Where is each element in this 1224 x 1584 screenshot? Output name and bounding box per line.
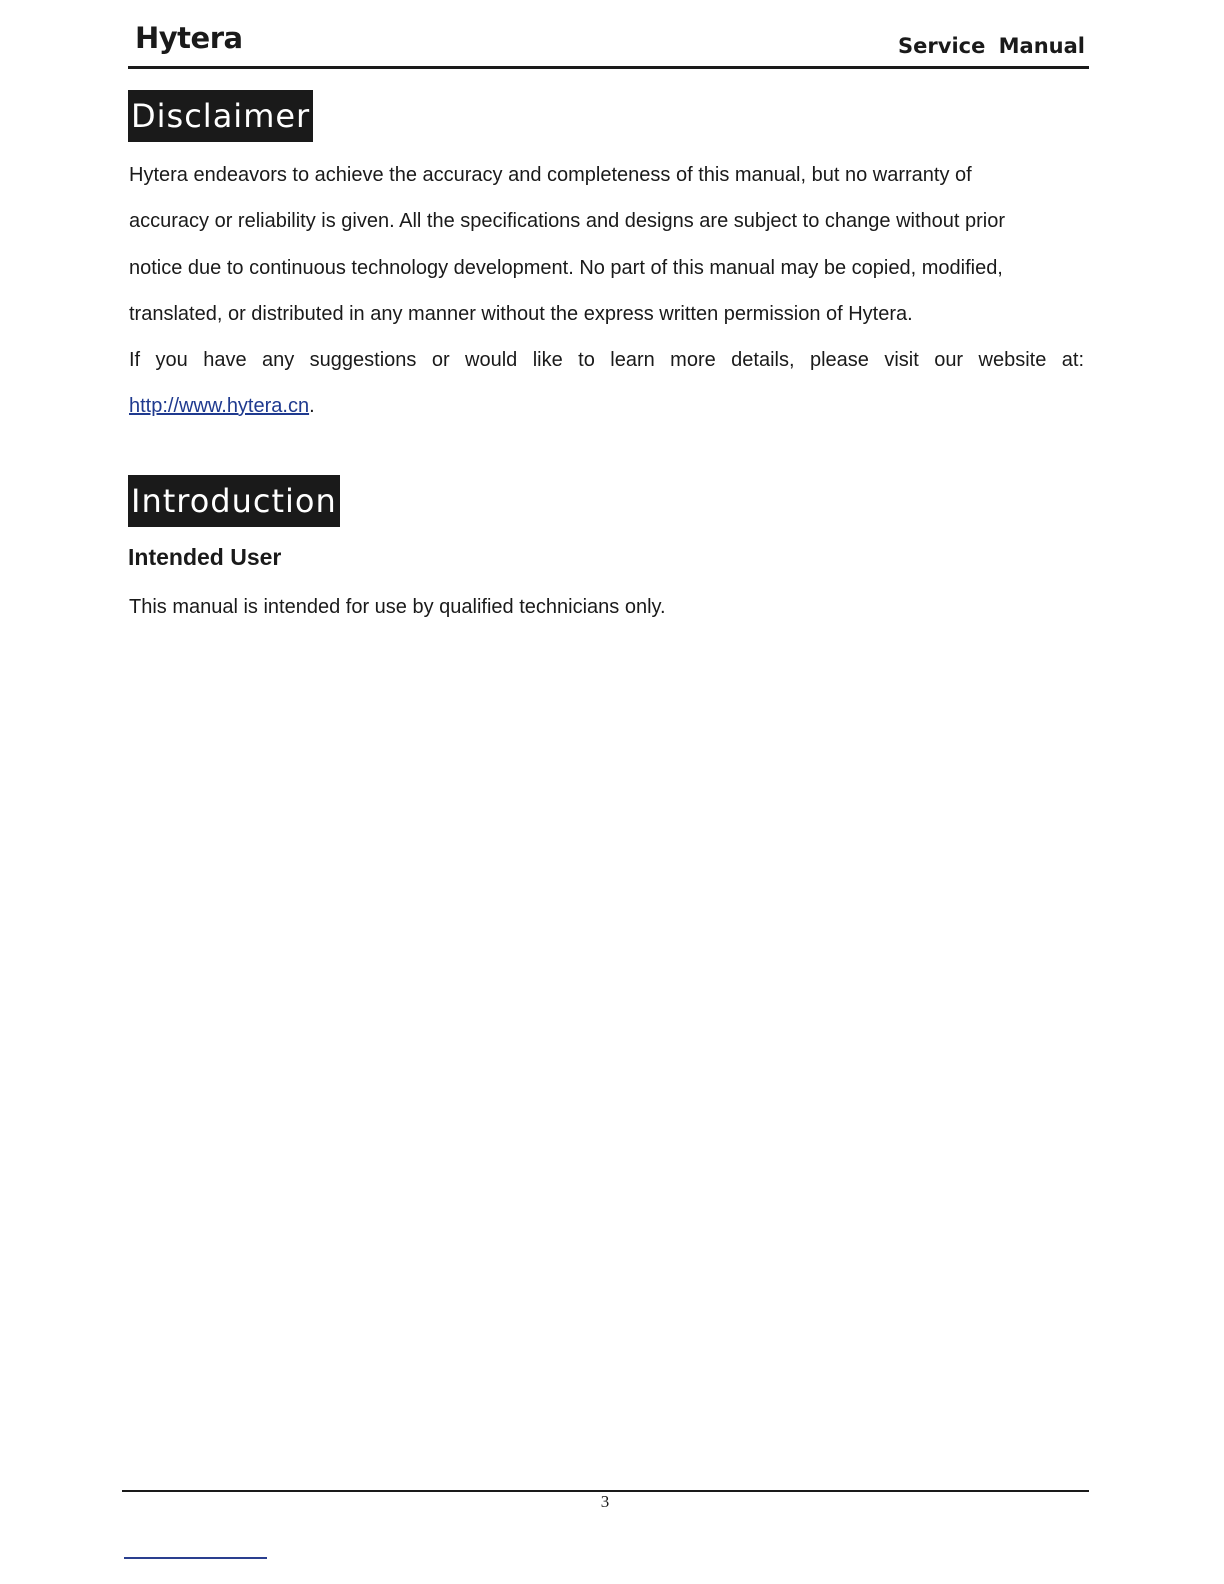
brand-logo: Hytera bbox=[135, 21, 243, 55]
bottom-edge-mark bbox=[124, 1557, 267, 1559]
disclaimer-heading: Disclaimer bbox=[128, 90, 313, 142]
website-link[interactable]: http://www.hytera.cn bbox=[129, 395, 310, 417]
suggestion-paragraph: If you have any suggestions or would like to learn more details, please visit our website at: bbox=[129, 349, 1084, 371]
document-type: Service Manual bbox=[898, 34, 1085, 58]
introduction-heading: Introduction bbox=[128, 475, 340, 527]
disclaimer-line: Hytera endeavors to achieve the accuracy and completeness of this manual, but no warranty of bbox=[129, 164, 972, 186]
disclaimer-line: translated, or distributed in any manner without the express written permission of Hytera. bbox=[129, 302, 913, 325]
disclaimer-paragraph bbox=[129, 152, 1084, 337]
page-number: 3 bbox=[600, 1492, 610, 1511]
link-trailing-period: . bbox=[309, 395, 315, 417]
website-line bbox=[129, 383, 1084, 429]
intended-user-paragraph: This manual is intended for use by qualified technicians only. bbox=[129, 596, 666, 618]
page-header bbox=[128, 18, 1089, 69]
disclaimer-line: accuracy or reliability is given. All the specifications and designs are subject to change without prior bbox=[129, 210, 1006, 233]
disclaimer-line: notice due to continuous technology development. No part of this manual may be copied, modified, bbox=[129, 256, 1003, 279]
intended-user-subheading: Intended User bbox=[128, 544, 282, 570]
